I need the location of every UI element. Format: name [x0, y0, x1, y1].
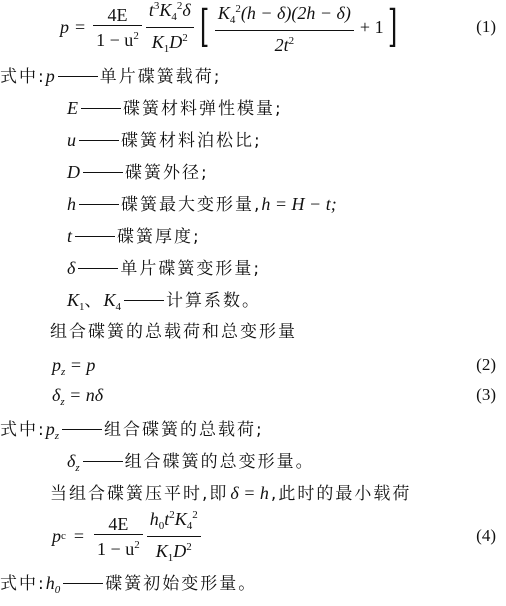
sym-t: t	[67, 226, 73, 246]
eq1-number: (1)	[476, 17, 496, 36]
desc-u: 碟簧材料泊松比;	[121, 131, 262, 151]
eq1-f1-numerator: 4E	[107, 4, 128, 25]
eq4-equals: =	[73, 526, 85, 546]
eq1-f2-t-exp: 3	[153, 0, 160, 12]
where-label-1: 式中:	[0, 67, 46, 87]
sym-separator: 、	[84, 291, 104, 311]
eq1-f2-K1-sub: 1	[163, 42, 170, 55]
dash	[79, 140, 119, 141]
eq1-fraction-3	[215, 0, 354, 55]
eq1-f3-K4-exp: 2	[235, 3, 241, 15]
eq4-fraction-1	[94, 514, 143, 559]
sym-K4: K	[103, 290, 116, 310]
sym-K1-sub: 1	[79, 301, 85, 313]
eq1-f2-K1: K	[151, 31, 164, 52]
eq1-lhs: p	[60, 17, 69, 37]
eq3-lhs: δ	[52, 385, 61, 405]
where-row-D	[67, 161, 506, 184]
sym-delta: δ	[67, 258, 76, 278]
eq3-lhs-sub: z	[60, 396, 65, 408]
eq4-f1-den-exp: 2	[134, 538, 140, 551]
eq1-f2-K4: K	[159, 0, 172, 20]
where-row-p	[0, 65, 506, 88]
dash	[79, 204, 119, 205]
eq1-f3-K4-sub: 4	[229, 14, 236, 26]
desc-h: 碟簧最大变形量,	[121, 195, 262, 215]
sym-pz: p	[45, 419, 55, 439]
eq4-f1-numerator: 4E	[108, 513, 129, 534]
sym-D: D	[67, 162, 80, 182]
sym-p: p	[45, 66, 55, 86]
sym-u: u	[67, 130, 76, 150]
eq1-f2-t: t	[148, 0, 154, 20]
sym-K4-sub: 4	[115, 301, 122, 313]
dash	[83, 461, 123, 462]
paragraph-2-b: ,此时的最小载荷	[270, 484, 412, 504]
paragraph-1-text: 组合碟簧的总载荷和总变形量	[50, 322, 297, 342]
eq1-fraction-1	[93, 5, 142, 50]
dash	[81, 108, 121, 109]
eq1-f2-K4-exp: 2	[176, 0, 183, 12]
eq1-f3-den-exp: 2	[288, 35, 295, 47]
eq1-plus-one: + 1	[359, 17, 384, 37]
eq4-lhs-sub: c	[61, 530, 66, 542]
eq2-rhs: = p	[69, 355, 96, 375]
sym-K1: K	[67, 290, 80, 310]
eq4-f2-t-exp: 2	[169, 508, 175, 521]
sym-deltaz: δ	[67, 451, 76, 471]
where-row-deltaz	[67, 450, 506, 479]
eq1-f3-den: 2t	[274, 35, 289, 55]
eq4-f1-denominator: 1 − u	[97, 538, 135, 559]
where-row-pz	[0, 418, 506, 447]
eq1-f3-K4: K	[217, 3, 230, 23]
sym-h: h	[67, 194, 76, 214]
where-row-K	[67, 289, 506, 318]
eq1-fraction-2	[146, 0, 194, 59]
eq1-f1-den-exp: 2	[133, 29, 139, 42]
eq4-f2-h0: h	[149, 508, 159, 529]
desc-K: 计算系数。	[166, 291, 262, 311]
eq2-lhs: p	[52, 355, 61, 375]
where-row-t	[67, 225, 506, 248]
eq4-f2-K1: K	[155, 540, 168, 561]
sym-h0-sub: 0	[54, 584, 61, 596]
eq1-f2-K4-sub: 4	[171, 10, 177, 23]
eq2-lhs-sub: z	[61, 366, 66, 378]
desc-h0: 碟簧初始变形量。	[105, 574, 258, 594]
eq1-f2-D-exp: 2	[182, 31, 188, 44]
equation-4	[0, 508, 506, 564]
equation-1	[0, 0, 506, 55]
eq4-f2-K4-exp: 2	[192, 508, 198, 521]
dash	[62, 429, 102, 430]
sym-E: E	[67, 98, 78, 118]
eq4-f2-D: D	[173, 540, 187, 561]
where-label-3: 式中:	[0, 574, 46, 594]
eq4-f2-K4-sub: 4	[186, 519, 193, 532]
desc-delta: 单片碟簧变形量;	[120, 259, 262, 279]
eq4-f2-K1-sub: 1	[167, 551, 174, 564]
eq4-f2-t: t	[164, 508, 170, 529]
eq4-f2-h0-sub: 0	[158, 519, 165, 532]
paragraph-2-math: δ = h	[230, 483, 269, 503]
eq4-f2-D-exp: 2	[186, 540, 192, 553]
eq4-number: (4)	[476, 526, 496, 545]
eq1-f2-delta: δ	[182, 0, 191, 20]
eq1-equals: =	[75, 17, 86, 37]
paragraph-2	[50, 482, 506, 505]
eq4-fraction-2	[147, 505, 201, 568]
desc-t: 碟簧厚度;	[117, 227, 201, 247]
sym-h0: h	[45, 573, 55, 593]
eq2-number: (2)	[476, 355, 496, 374]
where-label-2: 式中:	[0, 420, 46, 440]
desc-deltaz: 组合碟簧的总变形量。	[124, 452, 315, 472]
eq1-f3-rest: (h − δ)(2h − δ)	[240, 3, 351, 23]
dash	[124, 300, 164, 301]
desc-E: 碟簧材料弹性模量;	[123, 99, 283, 119]
eq1-f2-D: D	[169, 31, 183, 52]
dash	[58, 76, 98, 77]
where-row-h0	[0, 572, 506, 601]
eq1-bracket-open: [	[199, 1, 210, 52]
where-row-h	[67, 193, 506, 216]
dash	[83, 172, 123, 173]
sym-pz-sub: z	[54, 430, 60, 442]
desc-pz: 组合碟簧的总载荷;	[104, 420, 264, 440]
h-definition: h = H − t;	[261, 194, 337, 214]
dash	[63, 583, 103, 584]
paragraph-1	[50, 321, 506, 343]
where-row-E	[67, 97, 506, 120]
eq3-rhs: = nδ	[69, 385, 104, 405]
desc-D: 碟簧外径;	[125, 163, 209, 183]
dash	[75, 236, 115, 237]
where-row-u	[67, 129, 506, 152]
eq4-f2-K4: K	[174, 508, 187, 529]
desc-p: 单片碟簧载荷;	[99, 67, 222, 87]
eq1-bracket-close: ]	[387, 1, 397, 52]
eq3-number: (3)	[476, 385, 496, 404]
paragraph-2-a: 当组合碟簧压平时,即	[50, 484, 229, 504]
sym-deltaz-sub: z	[75, 462, 80, 474]
eq1-f1-denominator: 1 − u	[96, 29, 134, 50]
where-row-delta	[67, 257, 506, 280]
dash	[78, 268, 118, 269]
eq4-lhs: p	[52, 526, 61, 546]
